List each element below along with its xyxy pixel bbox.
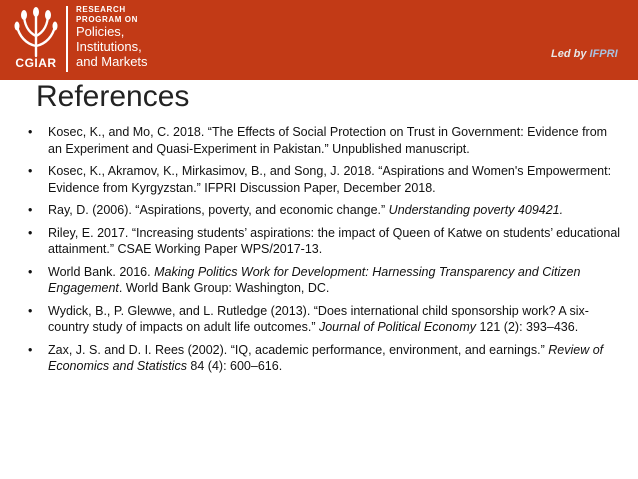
bullet-icon: •: [28, 303, 33, 318]
reference-pre-text: Kosec, K., and Mo, C. 2018. “The Effects of Social Protection on Trust in Government: Evidence from an Experiment and Quasi-Experiment in Pakistan.” Unpublished manuscript.: [48, 125, 608, 156]
reference-item: [24, 202, 624, 219]
bullet-icon: •: [28, 342, 33, 357]
bullet-icon: •: [28, 264, 33, 279]
led-by-prefix: Led by: [551, 48, 590, 60]
reference-item: [24, 124, 624, 157]
cgiar-wheat-icon: [14, 6, 58, 58]
bullet-icon: •: [28, 125, 33, 139]
header-band: [0, 0, 638, 80]
bullet-icon: •: [28, 164, 33, 178]
program-line-program-on: PROGRAM ON: [76, 15, 138, 24]
logo-divider: [66, 6, 68, 72]
reference-item: [24, 342, 624, 375]
reference-item: [24, 303, 624, 336]
reference-italic-text: Review of Economics and Statistics: [48, 342, 604, 373]
reference-italic-text: Making Politics Work for Development: Harnessing Transparency and Citizen Engagement: [48, 264, 581, 295]
bullet-icon: •: [28, 203, 33, 217]
references-list: [24, 124, 624, 381]
reference-post-text: 121 (2): 393–436.: [476, 320, 579, 334]
reference-item: [24, 163, 624, 196]
cgiar-logo-text: CGIAR: [15, 56, 57, 70]
reference-italic-text: Understanding poverty 409421.: [388, 203, 564, 217]
bullet-icon: •: [28, 225, 33, 240]
reference-pre-text: Riley, E. 2017. “Increasing students’ aspirations: the impact of Queen of Katwe on students’ educational attainment.” CSAE Working Paper WPS/2017-13.: [48, 225, 621, 256]
program-line-institutions: Institutions,: [76, 39, 142, 54]
reference-pre-text: Kosec, K., Akramov, K., Mirkasimov, B., and Song, J. 2018. “Aspirations and Women's Empowerment: Evidence from Kyrgyzstan.” IFPRI Discussion Paper, December 2018.: [48, 164, 612, 195]
slide-title: References: [36, 80, 190, 113]
reference-italic-text: Journal of Political Economy: [318, 320, 476, 334]
reference-pre-text: Wydick, B., P. Glewwe, and L. Rutledge (2013). “Does international child sponsorship work? A six-country study of impacts on adult life outcomes.”: [48, 303, 589, 334]
reference-post-text: . World Bank Group: Washington, DC.: [118, 281, 330, 295]
reference-pre-text: World Bank. 2016.: [48, 264, 155, 279]
reference-post-text: 84 (4): 600–616.: [186, 359, 283, 373]
led-by-org: IFPRI: [589, 48, 618, 60]
program-line-policies: Policies,: [76, 24, 125, 39]
reference-pre-text: Zax, J. S. and D. I. Rees (2002). “IQ, academic performance, environment, and earnings.”: [48, 342, 549, 357]
led-by-label: [551, 48, 618, 60]
reference-item: [24, 225, 624, 258]
program-line-markets: and Markets: [76, 54, 148, 69]
program-line-research: RESEARCH: [76, 5, 126, 14]
reference-item: [24, 264, 624, 297]
reference-pre-text: Ray, D. (2006). “Aspirations, poverty, and economic change.”: [48, 203, 389, 217]
